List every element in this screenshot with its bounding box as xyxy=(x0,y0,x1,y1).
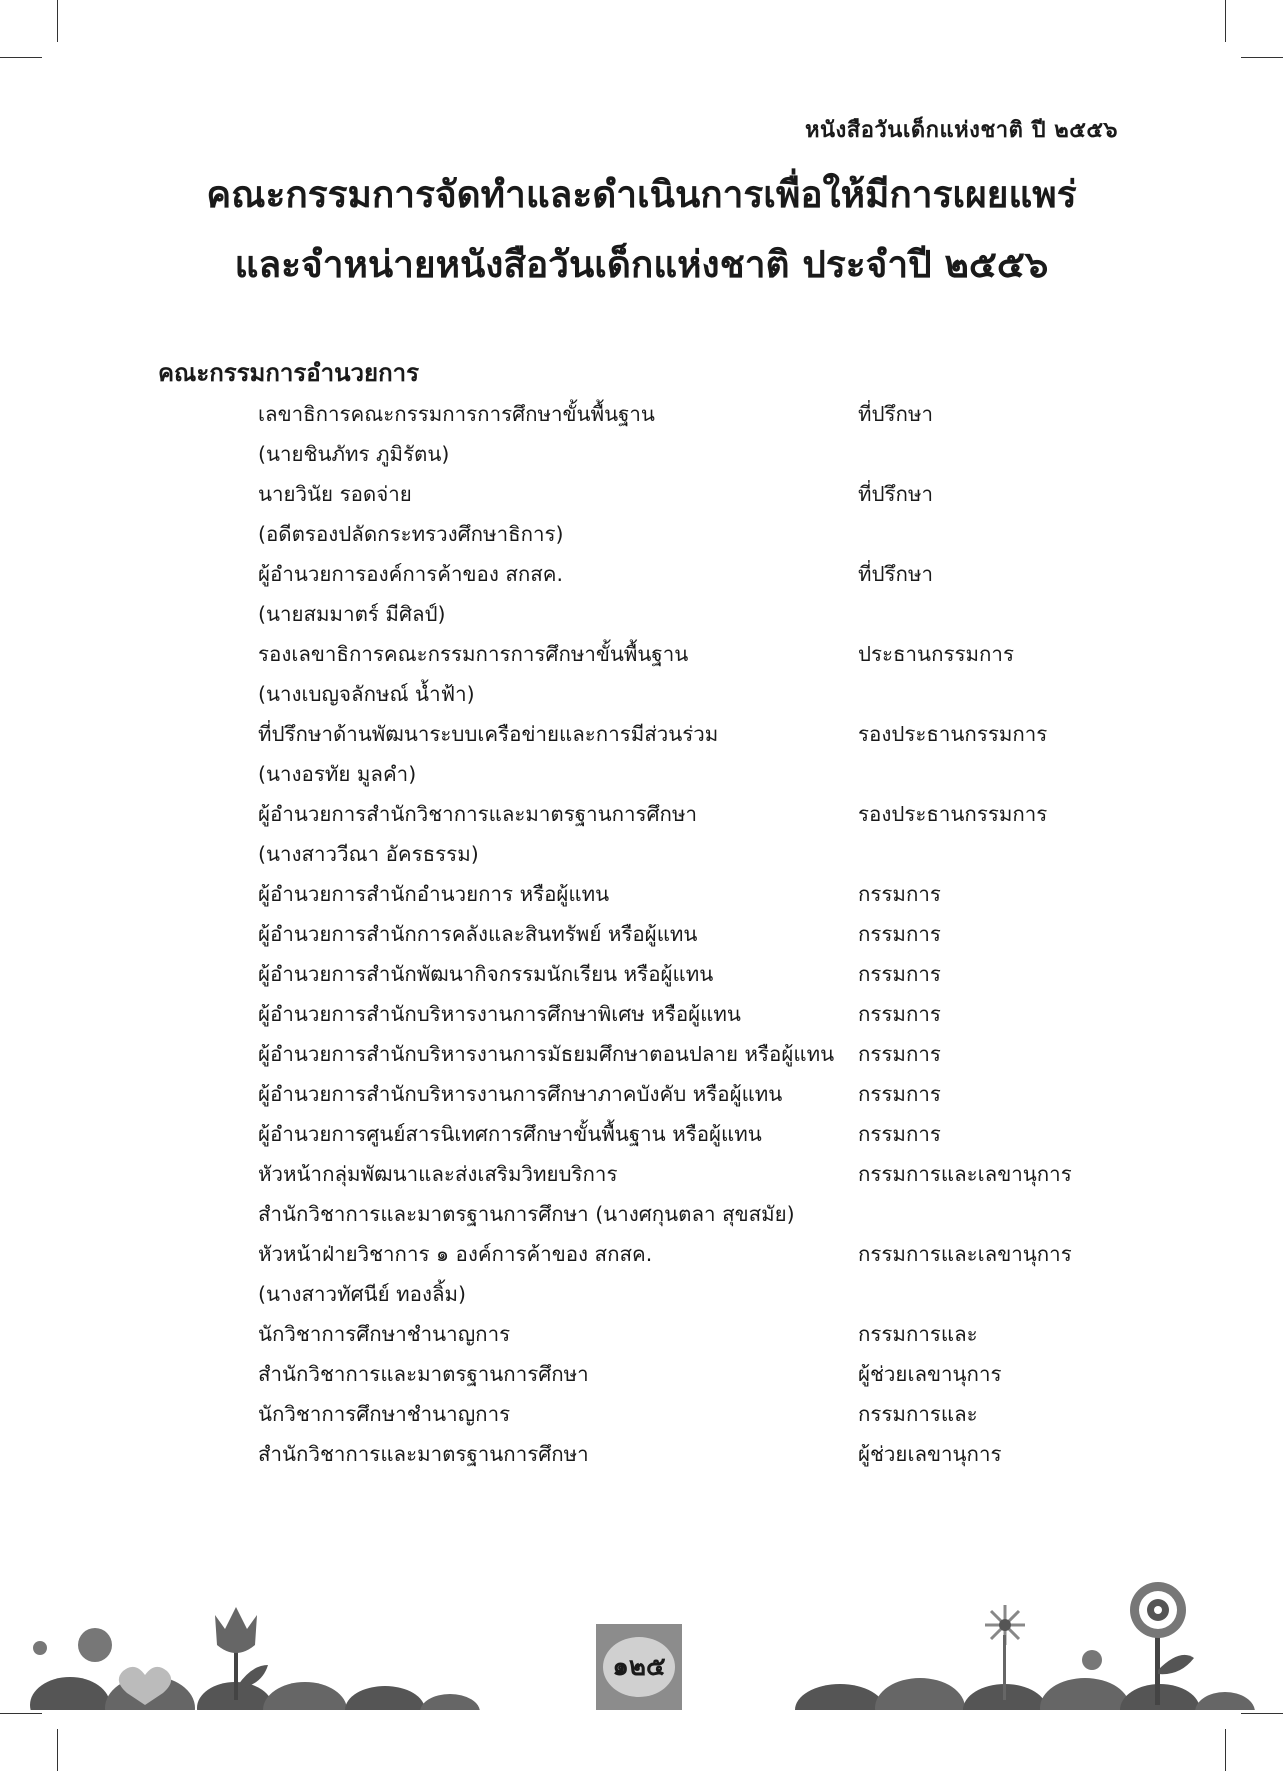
member-role: กรรมการ xyxy=(858,1122,941,1146)
member-role: กรรมการและ xyxy=(858,1322,978,1346)
member-list xyxy=(258,394,1118,1474)
running-header: หนังสือวันเด็กแห่งชาติ ปี ๒๕๕๖ xyxy=(805,118,1118,143)
member-row xyxy=(258,594,1118,634)
member-name: สำนักวิชาการและมาตรฐานการศึกษา xyxy=(258,1442,589,1466)
member-role: รองประธานกรรมการ xyxy=(858,722,1048,746)
member-role: กรรมการและเลขานุการ xyxy=(858,1242,1072,1266)
member-role: กรรมการ xyxy=(858,962,941,986)
page-number: ๑๒๕ xyxy=(603,1637,675,1697)
sunflower-core xyxy=(1154,1606,1162,1614)
left-ground-mound xyxy=(30,1677,110,1710)
member-name: (นางอรทัย มูลคำ) xyxy=(258,762,417,786)
right-ground-mound xyxy=(795,1684,885,1710)
member-name: นักวิชาการศึกษาชำนาญการ xyxy=(258,1322,511,1346)
tulip-icon xyxy=(215,1607,257,1653)
member-role: กรรมการ xyxy=(858,1082,941,1106)
section-heading: คณะกรรมการอำนวยการ xyxy=(158,359,419,387)
crop-mark-top-left-h xyxy=(0,57,42,58)
member-row xyxy=(258,794,1118,834)
member-name: ผู้อำนวยการสำนักการคลังและสินทรัพย์ หรือผู้แทน xyxy=(258,922,698,946)
member-row xyxy=(258,1274,1118,1314)
member-row xyxy=(258,994,1118,1034)
member-name: ผู้อำนวยการสำนักบริหารงานการศึกษาภาคบังคับ หรือผู้แทน xyxy=(258,1082,783,1106)
member-name: สำนักวิชาการและมาตรฐานการศึกษา xyxy=(258,1362,589,1386)
member-row xyxy=(258,1194,1118,1234)
left-decor-circle xyxy=(33,1641,47,1655)
member-name: ผู้อำนวยการสำนักพัฒนากิจกรรมนักเรียน หรือผู้แทน xyxy=(258,962,714,986)
member-role: ผู้ช่วยเลขานุการ xyxy=(858,1442,1002,1466)
member-name: หัวหน้าฝ่ายวิชาการ ๑ องค์การค้าของ สกสค. xyxy=(258,1242,653,1266)
right-ground-mound xyxy=(875,1678,965,1710)
member-role: กรรมการ xyxy=(858,1002,941,1026)
member-row xyxy=(258,914,1118,954)
member-name: ที่ปรึกษาด้านพัฒนาระบบเครือข่ายและการมีส่วนร่วม xyxy=(258,722,719,746)
member-name: สำนักวิชาการและมาตรฐานการศึกษา (นางศกุนตลา สุขสมัย) xyxy=(258,1202,795,1226)
member-row xyxy=(258,434,1118,474)
member-name: เลขาธิการคณะกรรมการการศึกษาขั้นพื้นฐาน xyxy=(258,402,655,426)
member-role: กรรมการ xyxy=(858,1042,941,1066)
member-name: นายวินัย รอดจ่าย xyxy=(258,482,412,506)
left-ground-mound xyxy=(263,1682,347,1710)
left-ground-mound xyxy=(345,1686,425,1710)
member-row xyxy=(258,1074,1118,1114)
left-decor-circle xyxy=(78,1628,112,1662)
title-line-1: คณะกรรมการจัดทำและดำเนินการเพื่อให้มีการเผยแพร่ xyxy=(206,173,1077,216)
member-role: กรรมการและเลขานุการ xyxy=(858,1162,1072,1186)
member-row xyxy=(258,1114,1118,1154)
right-ground-mound xyxy=(1040,1678,1130,1710)
member-role: กรรมการและ xyxy=(858,1402,978,1426)
crop-mark-bottom-right-h xyxy=(1241,1713,1283,1714)
right-ground-mound xyxy=(1195,1692,1255,1710)
member-row xyxy=(258,514,1118,554)
member-name: ผู้อำนวยการศูนย์สารนิเทศการศึกษาขั้นพื้นฐาน หรือผู้แทน xyxy=(258,1122,762,1146)
member-row xyxy=(258,554,1118,594)
member-role: กรรมการ xyxy=(858,882,941,906)
crop-mark-top-left-v xyxy=(57,0,58,42)
crop-mark-bottom-right-v xyxy=(1225,1729,1226,1771)
daisy-center xyxy=(999,1619,1011,1631)
member-name: (นายสมมาตร์ มีศิลป์) xyxy=(258,602,446,626)
member-row xyxy=(258,1394,1118,1434)
title-line-2: และจำหน่ายหนังสือวันเด็กแห่งชาติ ประจำปี ๒๕๕๖ xyxy=(234,243,1049,286)
left-ground-mound xyxy=(420,1694,480,1710)
member-row xyxy=(258,1034,1118,1074)
member-row xyxy=(258,1434,1118,1474)
member-name: นักวิชาการศึกษาชำนาญการ xyxy=(258,1402,511,1426)
tulip-stem xyxy=(234,1650,238,1700)
member-role: กรรมการ xyxy=(858,922,941,946)
member-name: ผู้อำนวยการสำนักบริหารงานการมัธยมศึกษาตอนปลาย หรือผู้แทน xyxy=(258,1042,835,1066)
page-title xyxy=(0,160,1283,300)
member-role: ประธานกรรมการ xyxy=(858,642,1014,666)
member-name: หัวหน้ากลุ่มพัฒนาและส่งเสริมวิทยบริการ xyxy=(258,1162,618,1186)
member-role: รองประธานกรรมการ xyxy=(858,802,1048,826)
member-name: รองเลขาธิการคณะกรรมการการศึกษาขั้นพื้นฐาน xyxy=(258,642,689,666)
member-name: (นางเบญจลักษณ์ น้ำฟ้า) xyxy=(258,682,475,706)
sunflower-leaf xyxy=(1158,1655,1194,1674)
member-row xyxy=(258,674,1118,714)
member-name: ผู้อำนวยการสำนักวิชาการและมาตรฐานการศึกษา xyxy=(258,802,697,826)
member-row xyxy=(258,874,1118,914)
member-name: ผู้อำนวยการสำนักบริหารงานการศึกษาพิเศษ หรือผู้แทน xyxy=(258,1002,741,1026)
member-name: ผู้อำนวยการสำนักอำนวยการ หรือผู้แทน xyxy=(258,882,610,906)
member-row xyxy=(258,1234,1118,1274)
member-row xyxy=(258,954,1118,994)
member-name: (อดีตรองปลัดกระทรวงศึกษาธิการ) xyxy=(258,522,564,546)
member-row xyxy=(258,1354,1118,1394)
member-row xyxy=(258,714,1118,754)
member-name: (นางสาววีณา อัครธรรม) xyxy=(258,842,479,866)
page-number-box xyxy=(596,1624,682,1710)
crop-mark-bottom-left-v xyxy=(57,1729,58,1771)
daisy-stem xyxy=(1003,1635,1006,1700)
crop-mark-top-right-v xyxy=(1225,0,1226,42)
member-role: ที่ปรึกษา xyxy=(858,482,933,506)
member-role: ที่ปรึกษา xyxy=(858,562,933,586)
member-row xyxy=(258,634,1118,674)
right-decor-circle xyxy=(1082,1650,1102,1670)
member-row xyxy=(258,834,1118,874)
member-row xyxy=(258,1154,1118,1194)
member-name: (นางสาวทัศนีย์ ทองลิ้ม) xyxy=(258,1282,467,1306)
member-name: (นายชินภัทร ภูมิรัตน) xyxy=(258,442,450,466)
member-row xyxy=(258,1314,1118,1354)
member-row xyxy=(258,754,1118,794)
member-row xyxy=(258,394,1118,434)
member-role: ผู้ช่วยเลขานุการ xyxy=(858,1362,1002,1386)
member-role: ที่ปรึกษา xyxy=(858,402,933,426)
crop-mark-top-right-h xyxy=(1241,57,1283,58)
crop-mark-bottom-left-h xyxy=(0,1713,42,1714)
member-name: ผู้อำนวยการองค์การค้าของ สกสค. xyxy=(258,562,564,586)
member-row xyxy=(258,474,1118,514)
